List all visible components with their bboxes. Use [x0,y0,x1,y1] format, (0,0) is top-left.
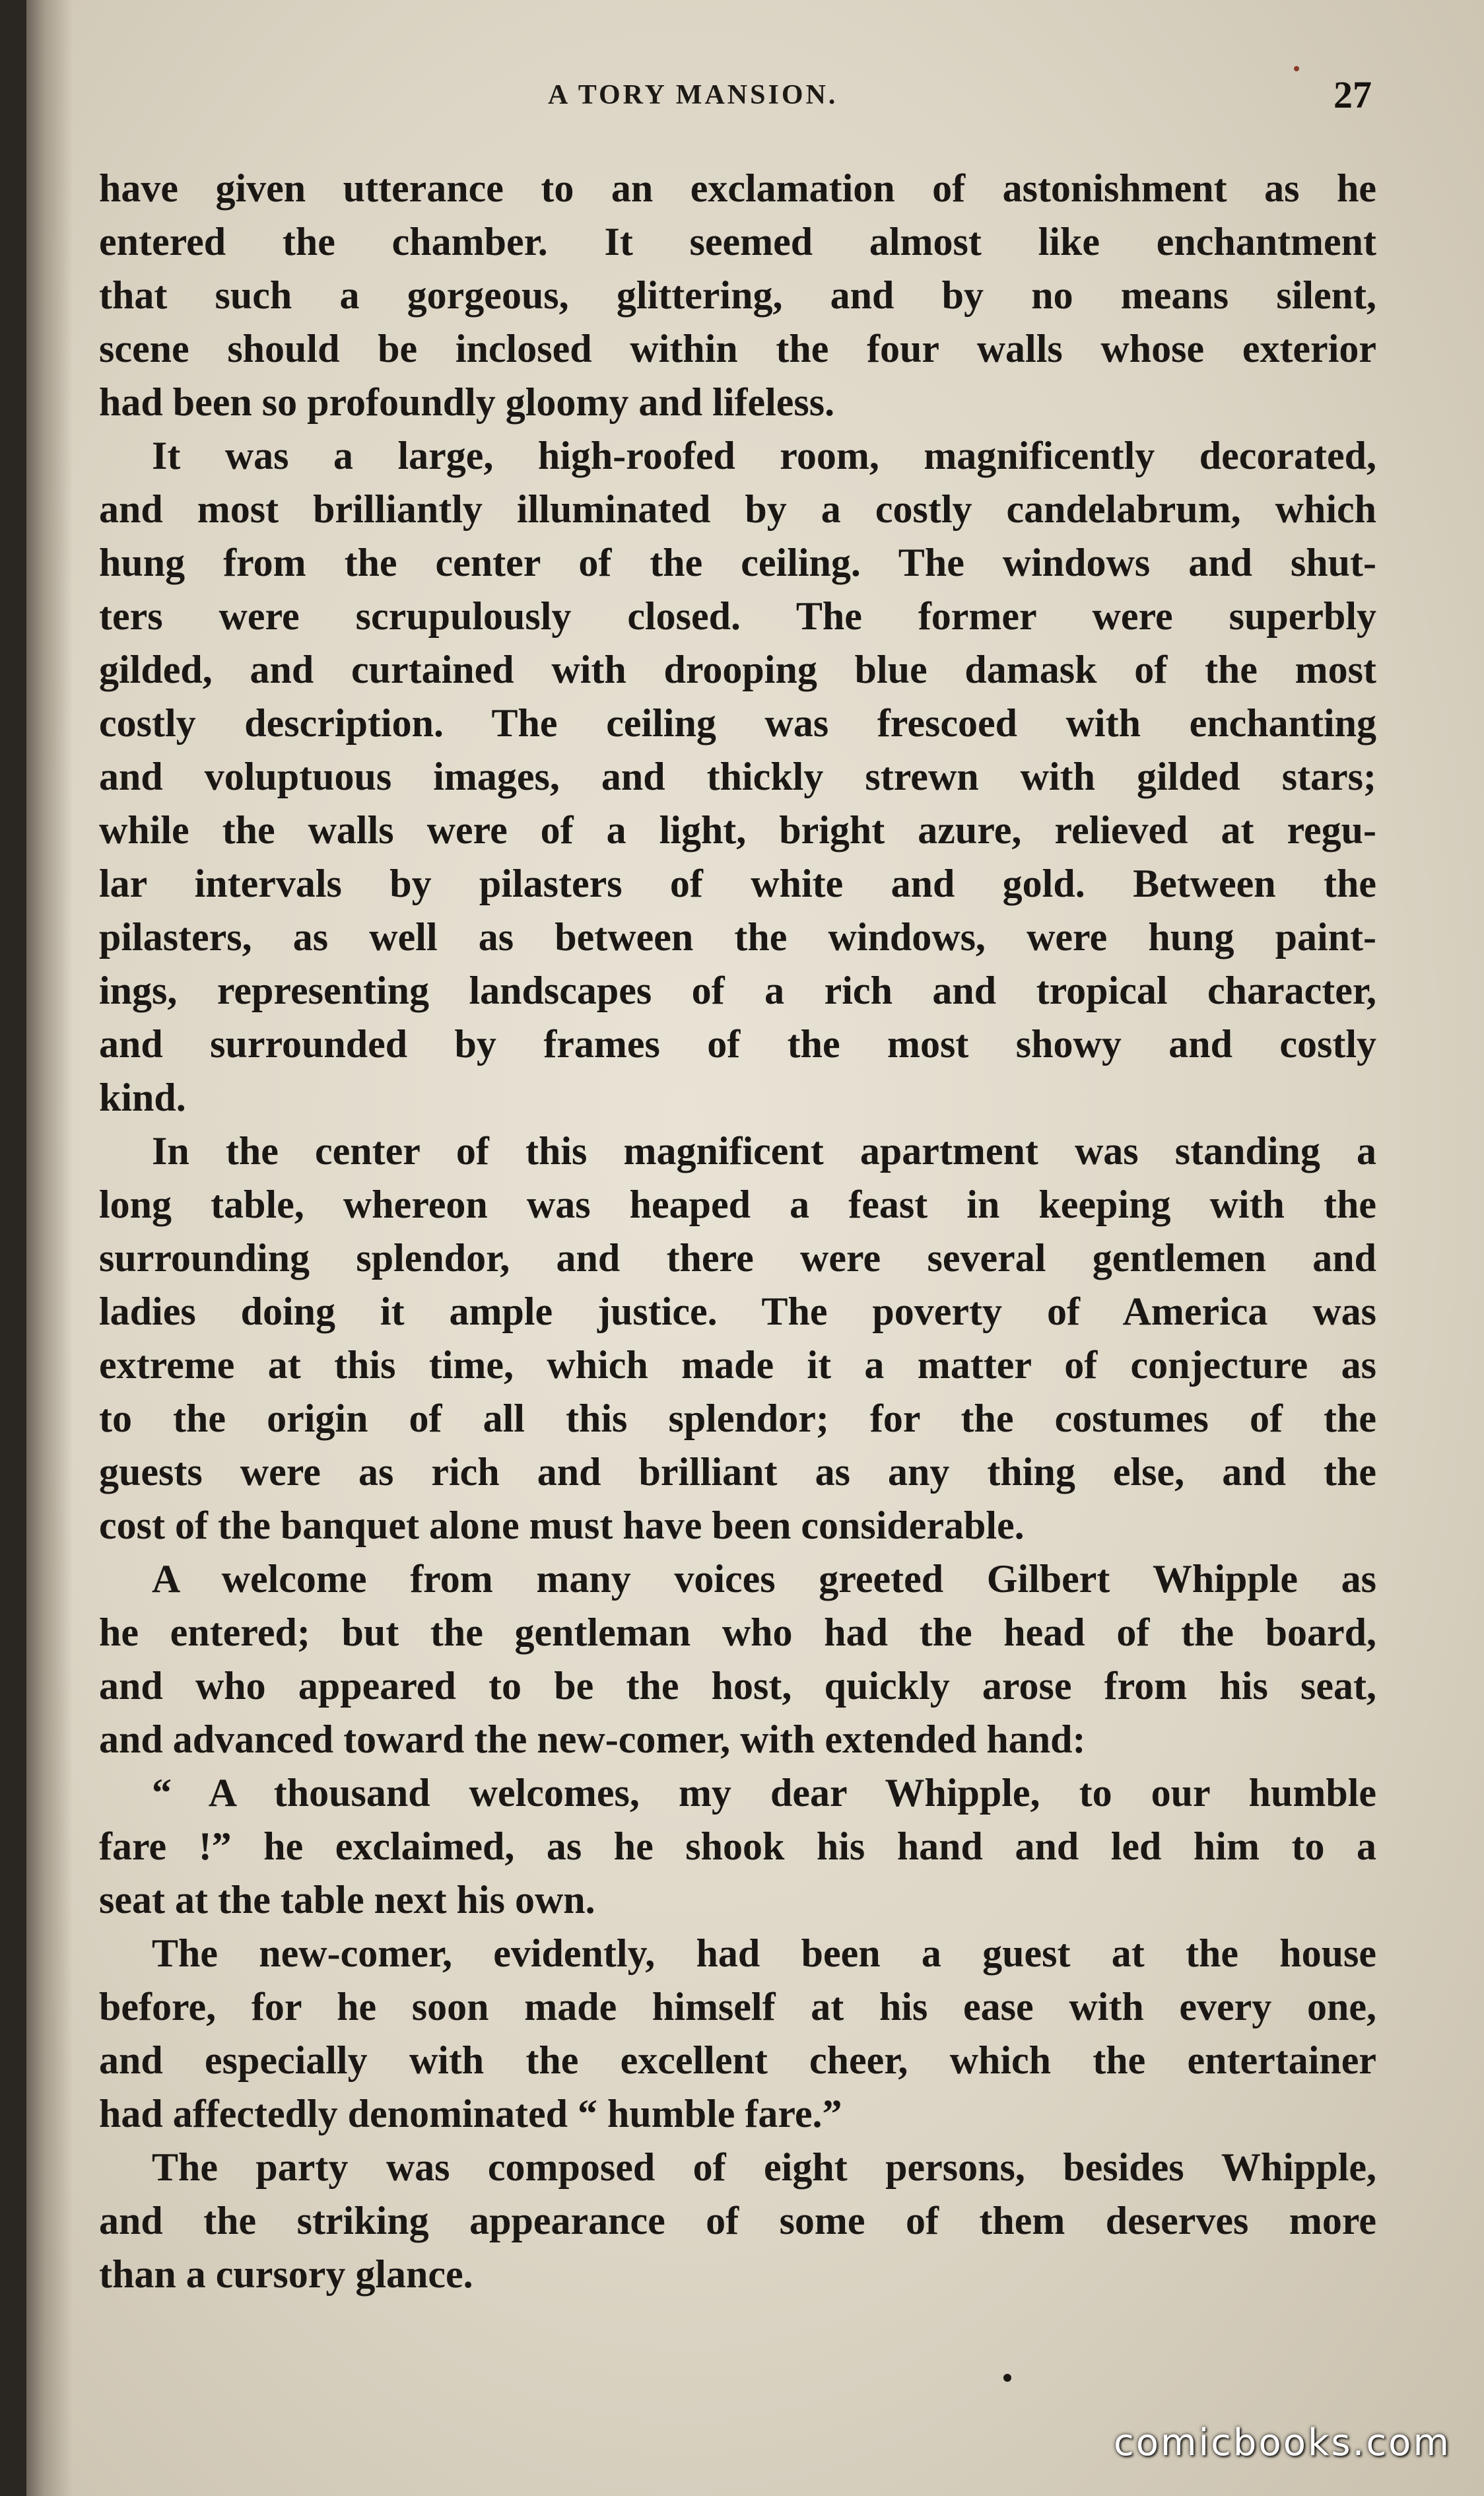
text-line: A welcome from many voices greeted Gilbert Whipple as [152,1557,1376,1601]
watermark-logo: comicbooks.com [1113,2421,1451,2464]
text-line: than a cursory glance. [99,2252,473,2296]
text-line: and surrounded by frames of the most showy and costly [99,1022,1376,1066]
text-line: The party was composed of eight persons, besides Whipple, [152,2145,1376,2189]
text-line: cost of the banquet alone must have been considerable. [99,1504,1025,1547]
text-line: ters were scrupulously closed. The former were superbly [99,594,1376,638]
text-line: seat at the table next his own. [99,1878,595,1922]
text-line: ladies doing it ample justice. The poverty of America was [99,1290,1376,1333]
text-line: that such a gorgeous, glittering, and by no means silent, [99,273,1376,317]
text-line: and the striking appearance of some of them deserves more [99,2199,1376,2242]
text-line: to the origin of all this splendor; for the costumes of the [99,1397,1376,1440]
text-line: kind. [99,1076,186,1119]
text-line: and who appeared to be the host, quickly arose from his seat, [99,1664,1376,1708]
paper-speck [1003,2374,1011,2382]
paragraph [99,1125,1376,1552]
text-line: have given utterance to an exclamation of astonishment as he [99,166,1376,210]
book-page [26,0,1484,2496]
text-line: “ A thousand welcomes, my dear Whipple, to our humble [152,1771,1376,1815]
paragraph [99,429,1376,1125]
text-line: and advanced toward the new-comer, with extended hand: [99,1717,1086,1761]
text-line: entered the chamber. It seemed almost like enchantment [99,220,1376,263]
paragraph [99,1927,1376,2141]
page-number: 27 [1333,73,1372,116]
text-line: surrounding splendor, and there were several gentlemen and [99,1236,1376,1280]
text-line: scene should be inclosed within the four walls whose exterior [99,327,1376,370]
text-line: costly description. The ceiling was frescoed with enchanting [99,701,1376,745]
text-line: long table, whereon was heaped a feast in keeping with the [99,1183,1376,1226]
text-line: had been so profoundly gloomy and lifeless. [99,380,835,424]
text-line: and most brilliantly illuminated by a costly candelabrum, which [99,487,1376,531]
text-line: extreme at this time, which made it a matter of conjecture as [99,1343,1376,1387]
paper-speck [1294,66,1299,71]
text-line: In the center of this magnificent apartment was standing a [152,1129,1376,1173]
body-text [99,162,1376,2301]
page-gutter-shadow [26,0,73,2496]
text-line: gilded, and curtained with drooping blue damask of the most [99,648,1376,691]
text-line: he entered; but the gentleman who had the head of the board, [99,1611,1376,1654]
text-line: while the walls were of a light, bright azure, relieved at regu- [99,808,1376,852]
paragraph [99,162,1376,429]
text-line: hung from the center of the ceiling. The windows and shut- [99,541,1376,584]
paragraph [99,1766,1376,1927]
text-line: The new-comer, evidently, had been a guest at the house [152,1931,1376,1975]
text-line: ings, representing landscapes of a rich and tropical character, [99,969,1376,1012]
text-line: had affectedly denominated “ humble fare.” [99,2092,842,2135]
paragraph [99,2141,1376,2301]
text-line: and voluptuous images, and thickly strewn with gilded stars; [99,755,1376,798]
running-title: A TORY MANSION. [548,80,838,110]
running-header [26,73,1484,119]
text-line: before, for he soon made himself at his ease with every one, [99,1985,1376,2028]
text-line: pilasters, as well as between the windows, were hung paint- [99,915,1376,959]
text-line: fare !” he exclaimed, as he shook his hand and led him to a [99,1824,1376,1868]
text-line: and especially with the excellent cheer, which the entertainer [99,2038,1376,2082]
text-line: lar intervals by pilasters of white and gold. Between the [99,862,1376,905]
text-line: It was a large, high-roofed room, magnificently decorated, [152,434,1376,477]
paragraph [99,1552,1376,1766]
text-line: guests were as rich and brilliant as any thing else, and the [99,1450,1376,1494]
